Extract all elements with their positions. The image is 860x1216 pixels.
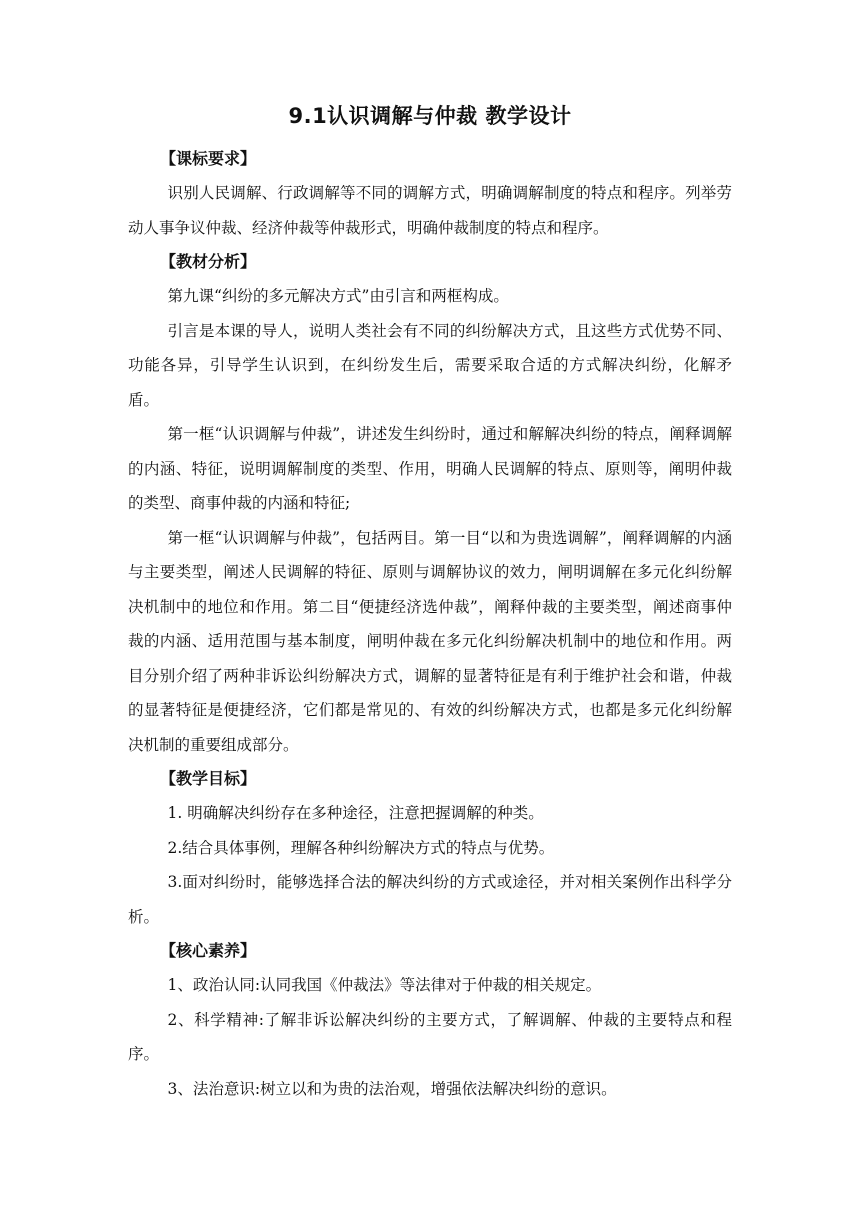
section-core-literacy: [128, 934, 732, 1106]
document-title: 9.1认识调解与仲裁 教学设计: [288, 104, 572, 128]
list-item: 2、科学精神:了解非诉讼解决纠纷的主要方式，了解调解、仲裁的主要特点和程序。: [128, 1010, 732, 1063]
section-heading: 【核心素养】: [160, 941, 257, 960]
paragraph: 引言是本课的导人，说明人类社会有不同的纠纷解决方式，且这些方式优势不同、功能各异，引导学生认识到，在纠纷发生后，需要采取合适的方式解决纠纷，化解矛盾。: [128, 321, 732, 409]
list-item: 3.面对纠纷时，能够选择合法的解决纠纷的方式或途径，并对相关案例作出科学分析。: [128, 873, 732, 926]
document-page: [128, 100, 732, 1106]
section-curriculum-requirements: [128, 142, 732, 245]
list-item: 2.结合具体事例，理解各种纠纷解决方式的特点与优势。: [167, 838, 555, 857]
section-heading: 【教材分析】: [160, 252, 257, 271]
section-heading: 【教学目标】: [160, 769, 257, 788]
list-item: 3、法治意识:树立以和为贵的法治观，增强依法解决纠纷的意识。: [167, 1079, 617, 1098]
paragraph: 第九课“纠纷的多元解决方式”由引言和两框构成。: [167, 287, 509, 305]
paragraph: 第一框“认识调解与仲裁”，包括两目。第一目“以和为贵选调解”，阐释调解的内涵与主要类型，阐述人民调解的特征、原则与调解协议的效力，闸明调解在多元化纠纷解决机制中的地位和作用。第二目“便捷经济选仲裁”，阐释仲裁的主要类型，阐述商事仲裁的内涵、适用范围与基本制度，闸明仲裁在多元化纠纷解决机制中的地位和作用。两目分别介绍了两种非诉讼纠纷解决方式，调解的显著特征是有利于维护社会和谐，仲裁的显著特征是便捷经济，它们都是常见的、有效的纠纷解决方式，也都是多元化纠纷解决机制的重要组成部分。: [128, 528, 732, 754]
section-heading: 【课标要求】: [160, 149, 257, 168]
paragraph: 识别人民调解、行政调解等不同的调解方式，明确调解制度的特点和程序。列举劳动人事争议仲裁、经济仲裁等仲裁形式，明确仲裁制度的特点和程序。: [128, 184, 732, 237]
list-item: 1. 明确解决纠纷存在多种途径，注意把握调解的种类。: [167, 804, 544, 822]
paragraph: 第一框“认识调解与仲裁”，讲述发生纠纷时，通过和解解决纠纷的特点，阐释调解的内涵、特征，说明调解制度的类型、作用，明确人民调解的特点、原则等，阐明仲裁的类型、商事仲裁的内涵和特征;: [128, 425, 732, 512]
section-teaching-objectives: [128, 762, 732, 934]
section-textbook-analysis: [128, 245, 732, 762]
list-item: 1、政治认同:认同我国《仲裁法》等法律对于仲裁的相关规定。: [167, 976, 602, 994]
